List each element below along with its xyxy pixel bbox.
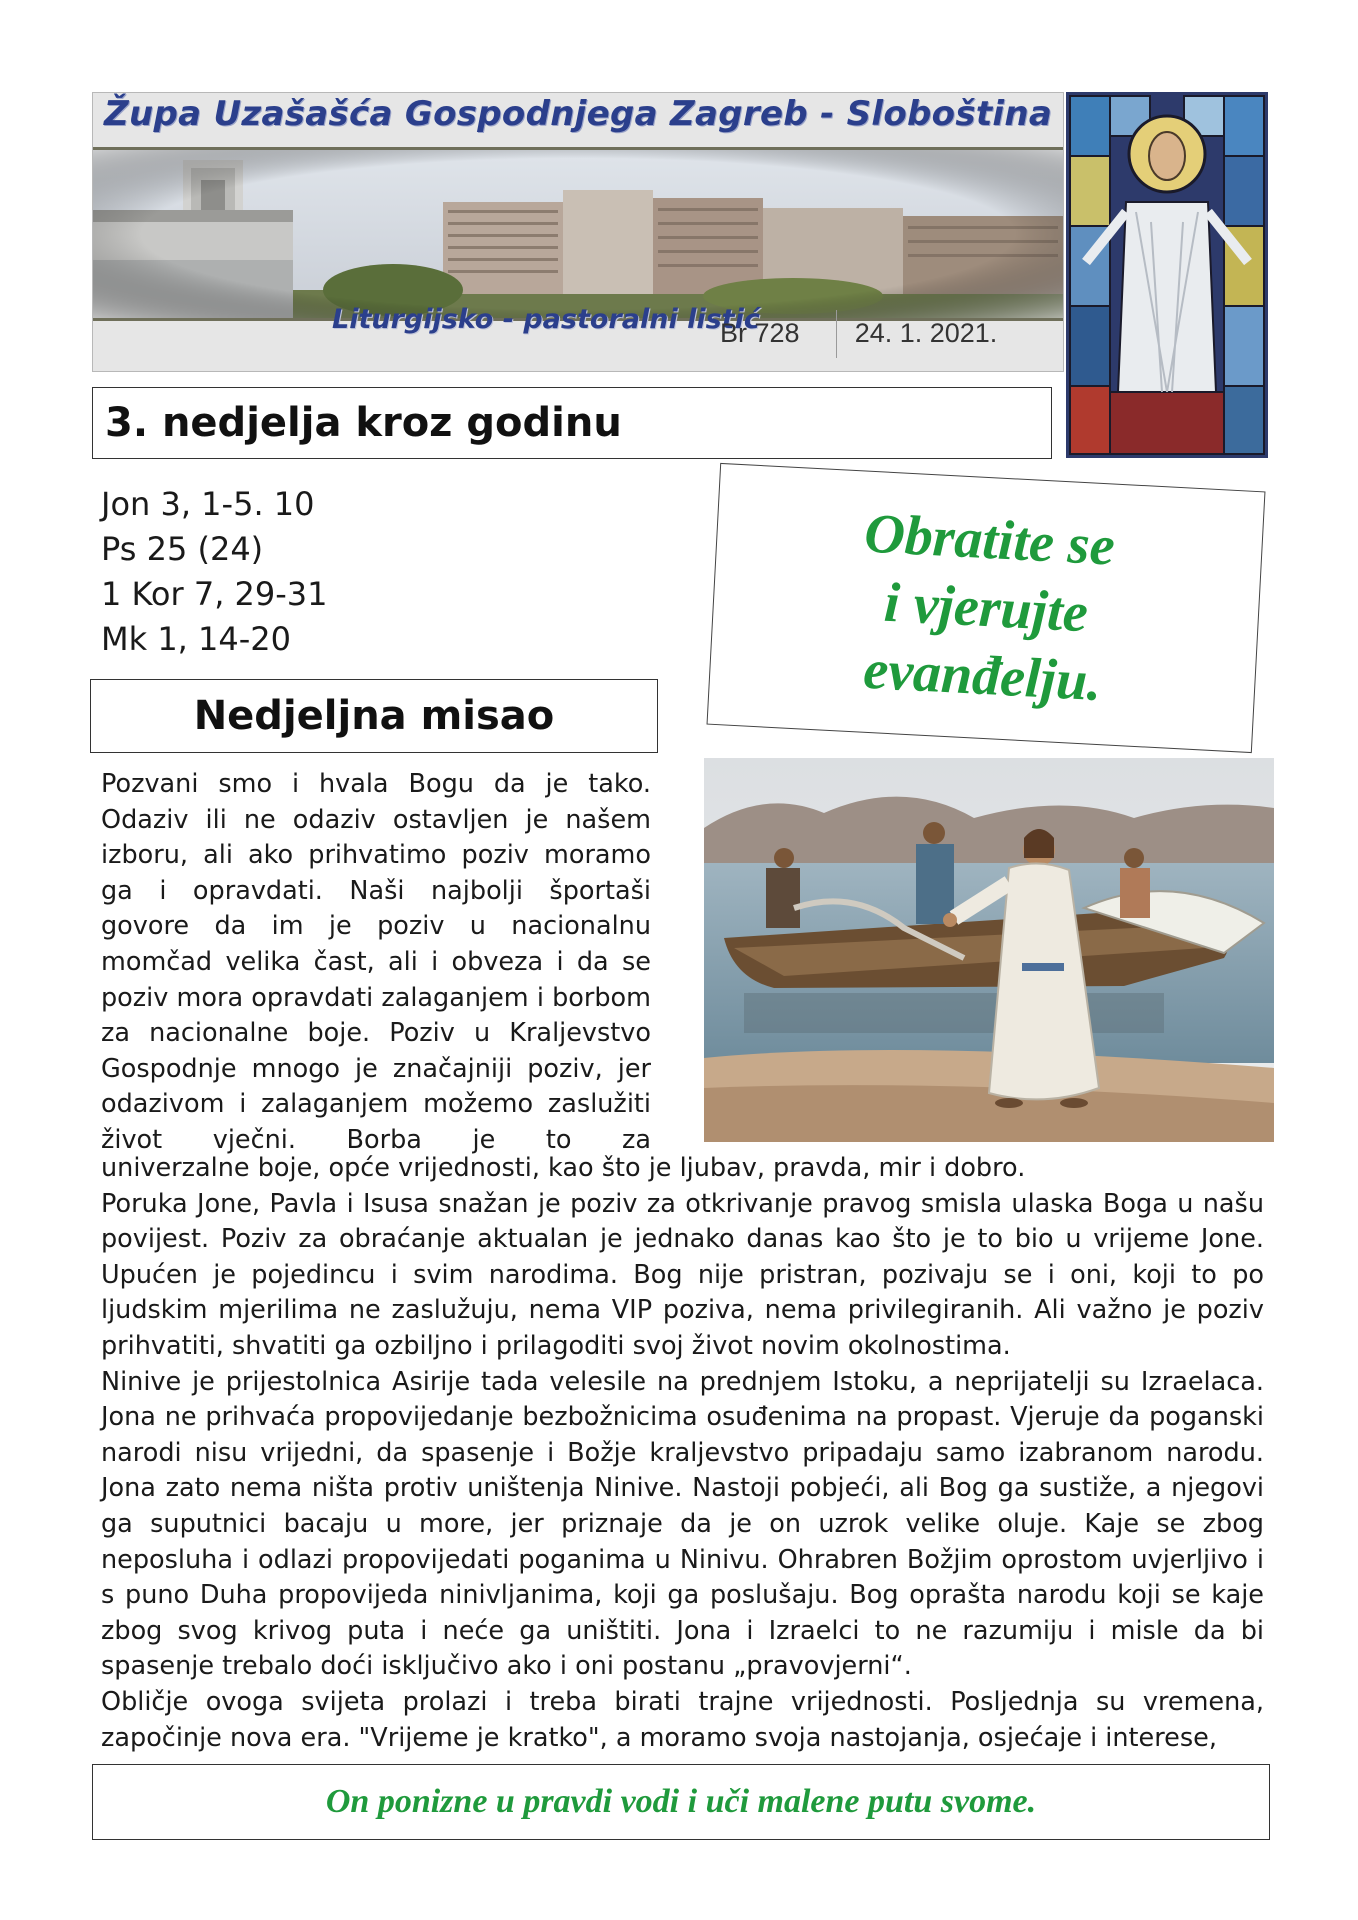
header-divider [836,310,837,358]
reading-item: Jon 3, 1-5. 10 [101,485,315,523]
issue-number: Br 728 [720,317,800,348]
reading-item: Ps 25 (24) [101,530,264,568]
body-paragraph: Pozvani smo i hvala Bogu da je tako. Odaziv ili ne odaziv ostavljen je našem izboru, ali ako prihvatimo poziv moramo ga i opravdati. Naši najbolji športaši govore da im je poziv u nacionalnu momčad velika čast, ali i obveza i da se poziv mora opravdati zalaganjem i borbom za nacionalne boje. Poziv u Kraljevstvo Gospodnje mnogo je značajniji poziv, jer odazivom i zalaganjem možemo zaslužiti život vječni. Borba je to za [101,769,651,1155]
parish-photo [93,147,1063,321]
section-title-box [90,679,658,753]
parish-name: Župa Uzašašća Gospodnjega Zagreb - Sloboština [104,94,1053,134]
body-paragraph: Ninive je prijestolnica Asirije tada velesile na prednjem Istoku, a neprijatelji su Izraelaca. Jona ne prihvaća propovijedanje bezbožnicima osuđenima na propast. Vjeruje da poganski narodi nisu vrijedni, da spasenje i Božje kraljevstvo pripadaju samo izabranom narodu. Jona zato nema ništa protiv uništenja Ninive. Nastoji pobjeći, ali Bog ga sustiže, a njegovi ga suputnici bacaju u more, jer priznaje da je on uzrok velike oluje. Kaje se zbog neposluha i odlazi propovijedati poganima u Ninivu. Ohrabren Božjim oprostom uvjerljivo i s puno Duha propovijeda ninivljanima, koji ga poslušaju. Bog oprašta narodu koji se kaje zbog svog krivog puta i neće ga uništiti. Jona i Izraelci to ne razumiju i misle da bi spasenje trebalo doći isključivo ako i oni postanu „pravovjerni“. [101,1366,1264,1682]
issue-date: 24. 1. 2021. [854,317,998,348]
quote-line: evanđelju. [861,638,1103,714]
body-paragraph: univerzalne boje, opće vrijednosti, kao što je ljubav, pravda, mir i dobro. [101,1153,1026,1183]
body-text-full [101,1151,1264,1756]
leaflet-subtitle: Liturgijsko - pastoralni listić [332,304,760,335]
quote-text [856,500,1117,717]
section-title: Nedjeljna misao [193,693,555,739]
readings-list [101,482,328,662]
footer-quote-box [92,1764,1270,1840]
body-paragraph: Poruka Jone, Pavla i Isusa snažan je poziv za otkrivanje pravog smisla ulaska Boga u našu povijest. Poziv za obraćanje aktualan je jednako danas kao što je to bio u vrijeme Jone. Upućen je pojedincu i svim narodima. Bog nije pristran, pozivaju se i oni, koji to po ljudskim mjerilima ne zaslužuju, nema VIP poziva, nema privilegiranih. Ali važno je poziv prihvatiti, shvatiti ga ozbiljno i prilagoditi svoj život novim okolnostima. [101,1188,1264,1361]
sunday-title: 3. nedjelja kroz godinu [105,400,622,446]
body-paragraph: Obličje ovoga svijeta prolazi i treba birati trajne vrijednosti. Posljednja su vremena, započinje nova era. "Vrijeme je kratko", a moramo svoja nastojanja, osjećaje i interese, [101,1686,1264,1753]
reading-item: Mk 1, 14-20 [101,620,291,658]
quote-line: i vjerujte [882,571,1090,645]
footer-quote: On ponizne u pravdi vodi i uči malene putu svome. [325,1783,1037,1820]
stained-glass-image [1066,92,1268,458]
jesus-fishermen-painting [704,758,1274,1142]
reading-item: 1 Kor 7, 29-31 [101,575,328,613]
quote-line: Obratite se [862,502,1117,578]
quote-card [707,463,1266,753]
sunday-title-box [92,387,1052,459]
